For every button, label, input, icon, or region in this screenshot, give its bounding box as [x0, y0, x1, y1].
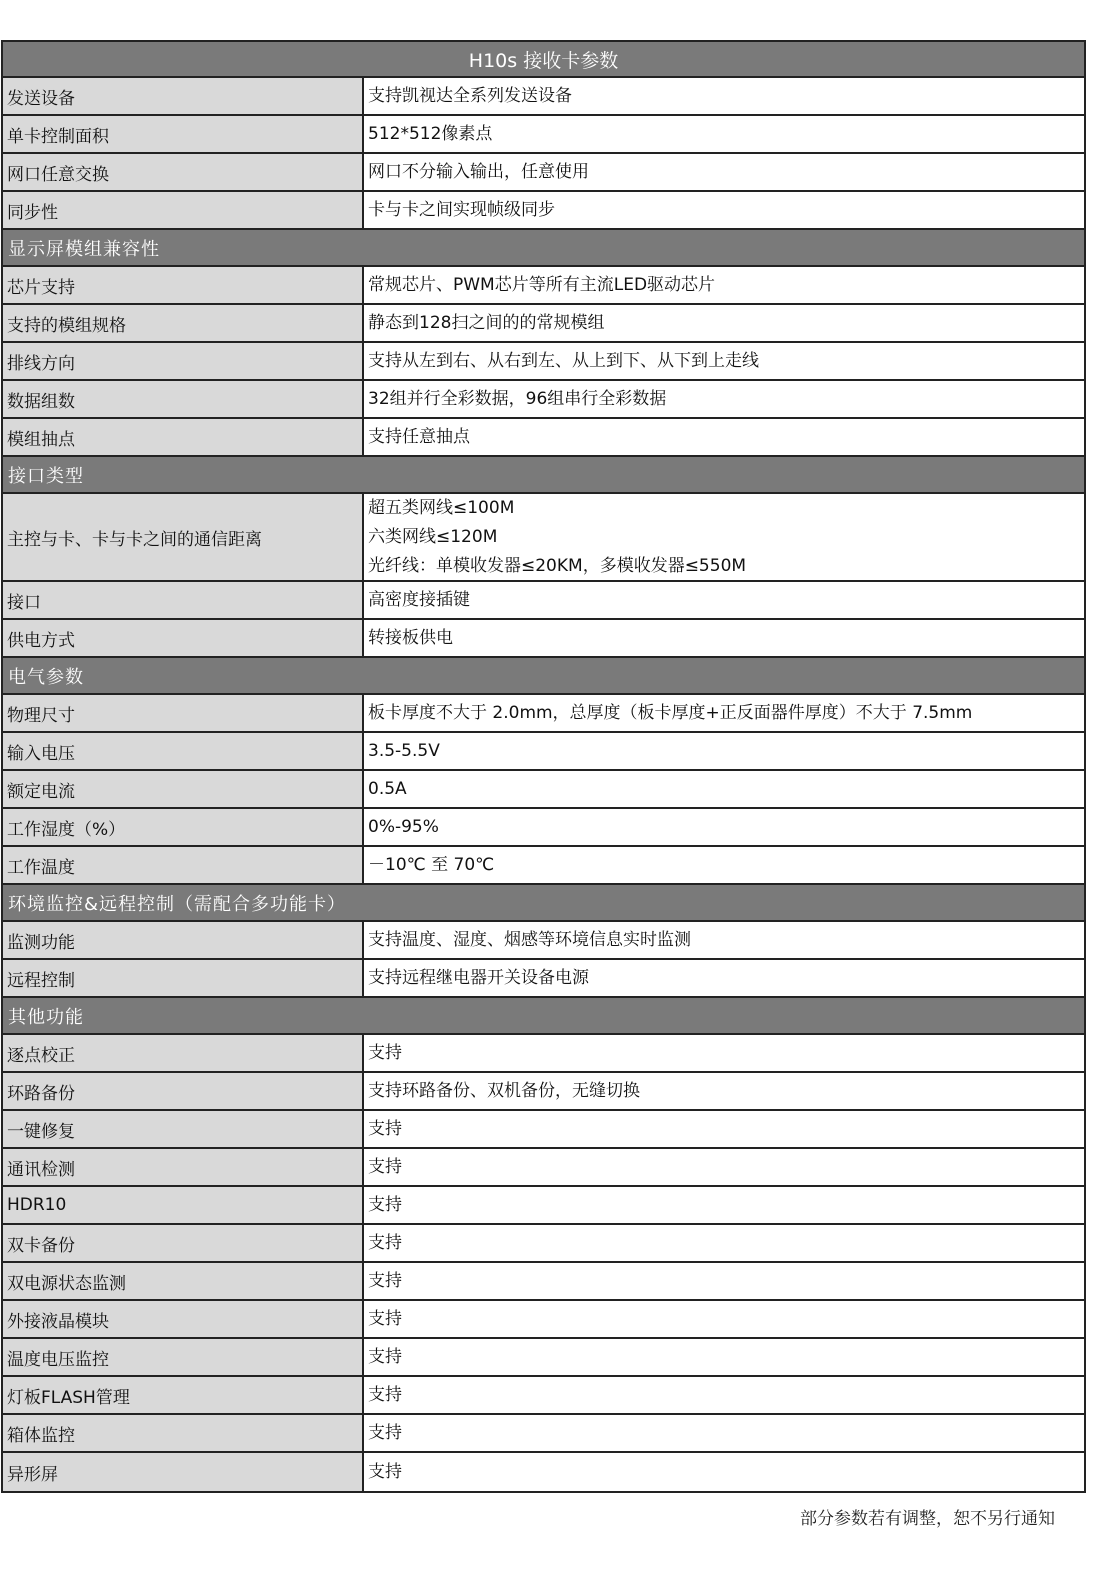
param-label: 物理尺寸 — [3, 695, 364, 731]
param-value-line: 0%-95% — [368, 816, 439, 837]
table-row — [3, 1187, 1084, 1225]
param-value — [364, 922, 1084, 958]
param-value-line: 0.5A — [368, 778, 407, 799]
table-row — [3, 381, 1084, 419]
param-label: 外接液晶模块 — [3, 1301, 364, 1337]
param-label: 接口 — [3, 582, 364, 618]
param-label: 监测功能 — [3, 922, 364, 958]
param-value-line: 静态到128扫之间的的常规模组 — [368, 312, 605, 333]
param-value-line: 支持 — [368, 1156, 402, 1177]
param-value — [364, 1073, 1084, 1109]
param-label: 数据组数 — [3, 381, 364, 417]
table-row — [3, 1339, 1084, 1377]
table-row — [3, 1149, 1084, 1187]
table-row — [3, 1301, 1084, 1339]
param-label: 远程控制 — [3, 960, 364, 996]
param-label: 供电方式 — [3, 620, 364, 656]
table-row — [3, 922, 1084, 960]
param-value — [364, 305, 1084, 341]
section-header: 电气参数 — [3, 658, 1084, 695]
param-label: 温度电压监控 — [3, 1339, 364, 1375]
param-label: 双卡备份 — [3, 1225, 364, 1261]
table-row — [3, 1073, 1084, 1111]
param-value — [364, 78, 1084, 114]
param-label: 支持的模组规格 — [3, 305, 364, 341]
table-row — [3, 733, 1084, 771]
table-row — [3, 809, 1084, 847]
table-row — [3, 116, 1084, 154]
param-label: HDR10 — [3, 1187, 364, 1223]
table-row — [3, 1035, 1084, 1073]
param-value — [364, 1377, 1084, 1413]
table-row — [3, 267, 1084, 305]
param-label: 模组抽点 — [3, 419, 364, 455]
table-row — [3, 1263, 1084, 1301]
param-label: 箱体监控 — [3, 1415, 364, 1451]
table-row — [3, 695, 1084, 733]
section-header: 接口类型 — [3, 457, 1084, 494]
table-title: H10s 接收卡参数 — [3, 42, 1084, 78]
param-label: 排线方向 — [3, 343, 364, 379]
param-value-line: 支持 — [368, 1308, 402, 1329]
param-label: 额定电流 — [3, 771, 364, 807]
table-row — [3, 154, 1084, 192]
param-value-line: 支持 — [368, 1194, 402, 1215]
param-value-line: 转接板供电 — [368, 627, 453, 648]
param-value — [364, 1301, 1084, 1337]
table-row — [3, 847, 1084, 885]
table-row — [3, 620, 1084, 658]
param-value-line: 网口不分输入输出，任意使用 — [368, 161, 589, 182]
table-row — [3, 1377, 1084, 1415]
param-value — [364, 733, 1084, 769]
param-value — [364, 1111, 1084, 1147]
param-value — [364, 582, 1084, 618]
param-value — [364, 1187, 1084, 1223]
param-value-line: 支持环路备份、双机备份，无缝切换 — [368, 1080, 640, 1101]
table-row — [3, 192, 1084, 230]
param-label: 灯板FLASH管理 — [3, 1377, 364, 1413]
param-value-line: 板卡厚度不大于 2.0mm，总厚度（板卡厚度+正反面器件厚度）不大于 7.5mm — [368, 702, 973, 723]
param-value — [364, 116, 1084, 152]
table-row — [3, 582, 1084, 620]
param-value — [364, 1035, 1084, 1071]
param-value-line: 512*512像素点 — [368, 123, 493, 144]
param-value-line: 支持任意抽点 — [368, 426, 470, 447]
param-value-line: 3.5-5.5V — [368, 740, 440, 761]
spec-table — [1, 40, 1086, 1493]
param-label: 双电源状态监测 — [3, 1263, 364, 1299]
table-row — [3, 305, 1084, 343]
param-value — [364, 1149, 1084, 1185]
table-row — [3, 78, 1084, 116]
param-label: 逐点校正 — [3, 1035, 364, 1071]
param-value-line: 光纤线：单模收发器≤20KM，多模收发器≤550M — [368, 555, 747, 576]
param-value-line: 高密度接插键 — [368, 589, 470, 610]
param-label: 工作温度 — [3, 847, 364, 883]
param-value — [364, 267, 1084, 303]
param-label: 芯片支持 — [3, 267, 364, 303]
param-value — [364, 192, 1084, 228]
section-header: 其他功能 — [3, 998, 1084, 1035]
param-value — [364, 809, 1084, 845]
param-value — [364, 771, 1084, 807]
param-label: 同步性 — [3, 192, 364, 228]
section-header: 环境监控&远程控制（需配合多功能卡） — [3, 885, 1084, 922]
param-value — [364, 1225, 1084, 1261]
param-value-line: 支持从左到右、从右到左、从上到下、从下到上走线 — [368, 350, 759, 371]
param-value-line: 卡与卡之间实现帧级同步 — [368, 199, 555, 220]
table-row — [3, 1111, 1084, 1149]
param-value — [364, 1415, 1084, 1451]
param-value-line: 常规芯片、PWM芯片等所有主流LED驱动芯片 — [368, 274, 716, 295]
param-value — [364, 847, 1084, 883]
table-row — [3, 771, 1084, 809]
param-label: 发送设备 — [3, 78, 364, 114]
param-value-line: 支持 — [368, 1384, 402, 1405]
param-value — [364, 1339, 1084, 1375]
param-value-line: 支持 — [368, 1118, 402, 1139]
param-value — [364, 1453, 1084, 1491]
param-value — [364, 419, 1084, 455]
param-label: 主控与卡、卡与卡之间的通信距离 — [3, 494, 364, 580]
param-value — [364, 381, 1084, 417]
param-label: 输入电压 — [3, 733, 364, 769]
param-value-line: 支持远程继电器开关设备电源 — [368, 967, 589, 988]
param-label: 一键修复 — [3, 1111, 364, 1147]
param-label: 异形屏 — [3, 1453, 364, 1491]
table-row — [3, 960, 1084, 998]
param-value — [364, 960, 1084, 996]
param-value-line: 支持 — [368, 1422, 402, 1443]
param-label: 通讯检测 — [3, 1149, 364, 1185]
table-row — [3, 494, 1084, 582]
param-value-line: 支持 — [368, 1042, 402, 1063]
param-value-line: 支持 — [368, 1461, 402, 1482]
footnote: 部分参数若有调整，恕不另行通知 — [800, 1509, 1055, 1529]
table-row — [3, 1453, 1084, 1491]
table-row — [3, 343, 1084, 381]
table-row — [3, 1225, 1084, 1263]
param-value-line: 支持温度、湿度、烟感等环境信息实时监测 — [368, 929, 691, 950]
param-label: 环路备份 — [3, 1073, 364, 1109]
param-value — [364, 494, 1084, 580]
table-body — [3, 78, 1084, 1491]
param-value-line: 六类网线≤120M — [368, 526, 498, 547]
param-value-line: －10℃ 至 70℃ — [368, 854, 495, 875]
table-row — [3, 419, 1084, 457]
param-value-line: 支持 — [368, 1346, 402, 1367]
param-value-line: 支持 — [368, 1270, 402, 1291]
table-row — [3, 1415, 1084, 1453]
param-value-line: 支持 — [368, 1232, 402, 1253]
param-label: 网口任意交换 — [3, 154, 364, 190]
param-value — [364, 695, 1084, 731]
param-value-line: 32组并行全彩数据，96组串行全彩数据 — [368, 388, 667, 409]
param-value — [364, 1263, 1084, 1299]
section-header: 显示屏模组兼容性 — [3, 230, 1084, 267]
param-label: 单卡控制面积 — [3, 116, 364, 152]
param-value-line: 支持凯视达全系列发送设备 — [368, 85, 572, 106]
param-value-line: 超五类网线≤100M — [368, 497, 515, 518]
param-value — [364, 343, 1084, 379]
param-value — [364, 620, 1084, 656]
param-label: 工作湿度（%） — [3, 809, 364, 845]
param-value — [364, 154, 1084, 190]
